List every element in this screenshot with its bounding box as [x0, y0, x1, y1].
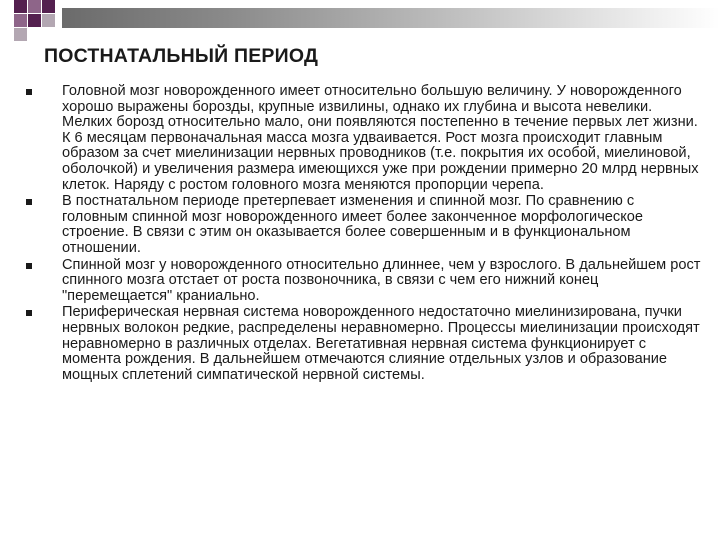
list-item [22, 84, 702, 193]
decor-square [28, 0, 41, 13]
decor-square [14, 14, 27, 27]
decor-square [14, 0, 27, 13]
square-bullet-icon [26, 89, 32, 95]
bullet-text: В постнатальном периоде претерпевает изменения и спинной мозг. По сравнению с головным спинной мозг новорожденного имеет более законченное морфологическое строение. В связи с этим он оказывается более совершенным и в функциональном отношении. [62, 193, 644, 256]
bullet-text: Спинной мозг у новорожденного относительно длиннее, чем у взрослого. В дальнейшем рост спинного мозга отстает от роста позвоночника, в связи с чем его нижний конец "перемещается" краниально. [62, 256, 701, 304]
bullet-text: Периферическая нервная система новорожденного недостаточно миелинизирована, пучки нервных волокон редкие, распределены неравномерно. Процессы миелинизации происходят неравномерно в различных отделах. Вегетативная нервная система функционирует с момента рождения. В дальнейшем отмечаются слияние отдельных узлов и образование мощных сплетений симпатической нервной системы. [62, 304, 700, 383]
square-bullet-icon [26, 199, 32, 205]
list-item [22, 194, 702, 256]
decor-square [42, 14, 55, 27]
bullet-text: Головной мозг новорожденного имеет относительно большую величину. У новорожденного хорошо выражены борозды, крупные извилины, однако их глубина и высота невелики. Мелких борозд относительно мало, они появляются постепенно в течение первых лет жизни. К 6 месяцам первоначальная масса мозга удваивается. Рост мозга происходит главным образом за счет миелинизации нервных проводников (т.е. покрытия их особой, миелиновой, оболочкой) и увеличения размера имеющихся уже при рождении примерно 20 млрд нервных клеток. Наряду с ростом головного мозга меняются пропорции черепа. [62, 83, 699, 193]
list-item [22, 258, 702, 305]
decor-square [42, 0, 55, 13]
decorative-header-band [0, 0, 720, 34]
list-item [22, 305, 702, 383]
decor-square [14, 28, 27, 41]
slide-title: ПОСТНАТАЛЬНЫЙ ПЕРИОД [44, 45, 319, 67]
header-gradient-bar [62, 8, 720, 28]
decor-square [28, 14, 41, 27]
bullet-list [22, 84, 702, 384]
square-bullet-icon [26, 310, 32, 316]
square-bullet-icon [26, 263, 32, 269]
